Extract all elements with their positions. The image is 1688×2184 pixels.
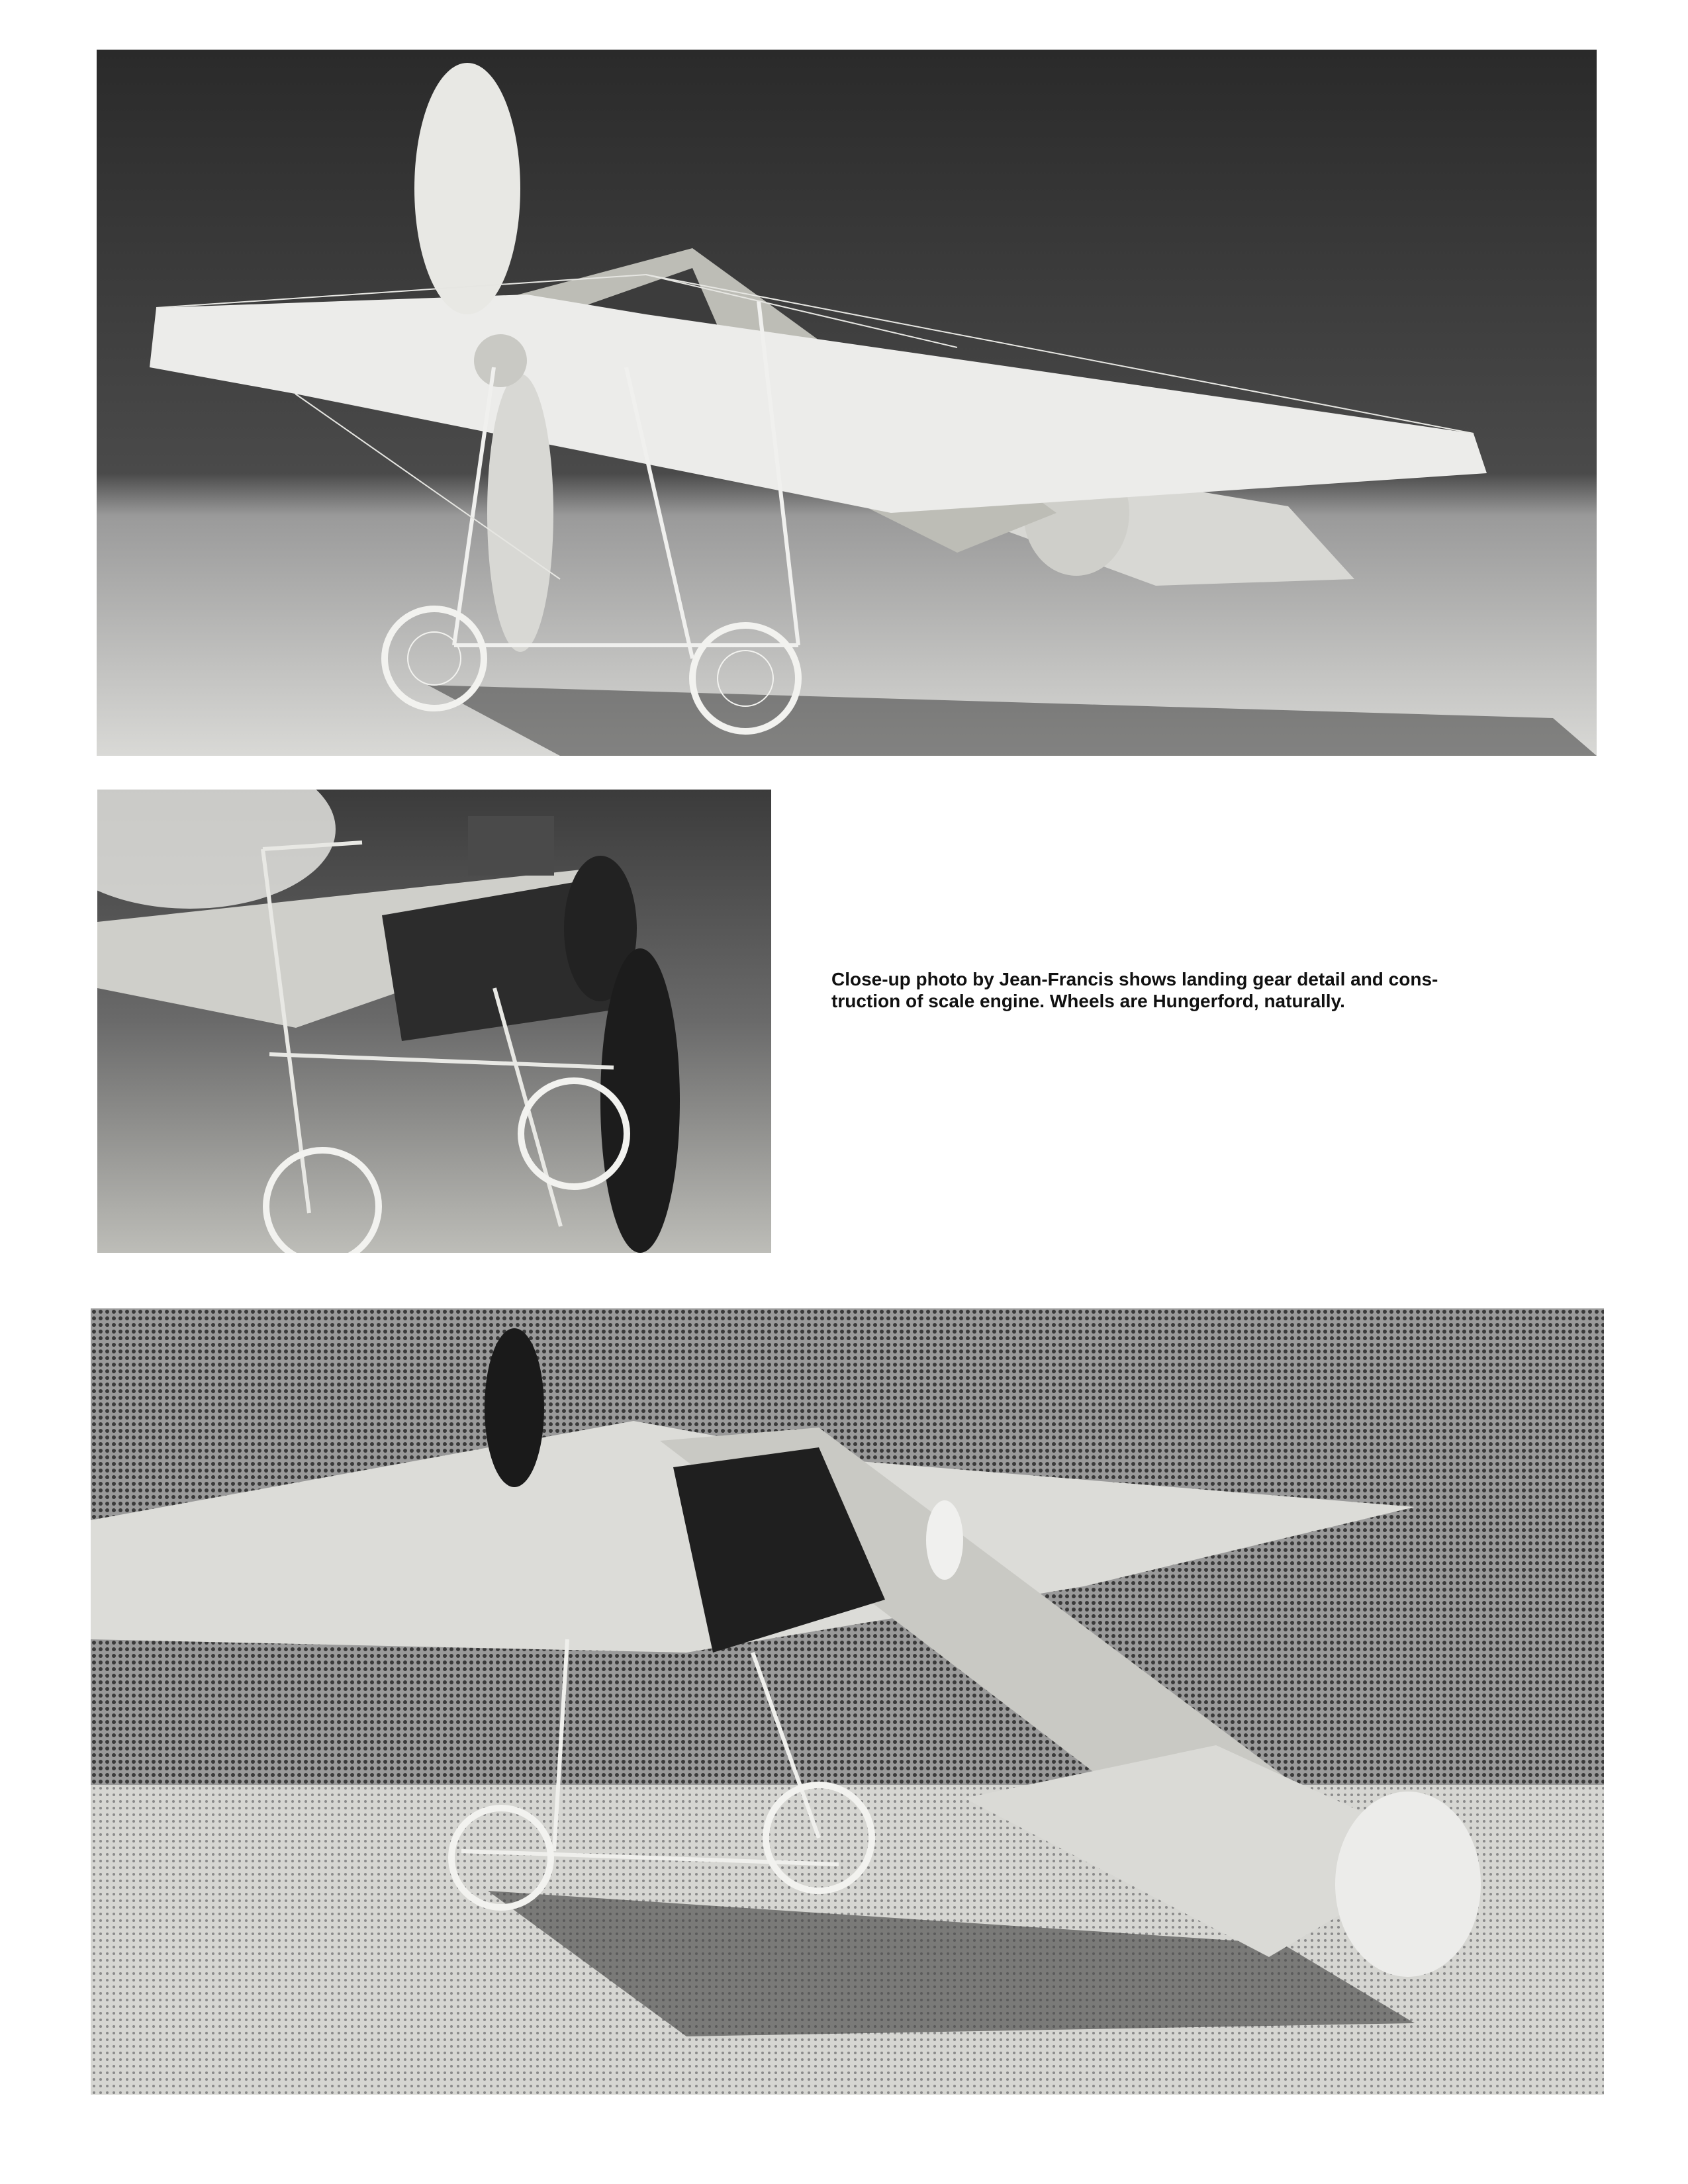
- monoplane-front-illustration: [97, 50, 1597, 756]
- caption-line-1: Close-up photo by Jean-Francis shows landing gear detail and cons-: [831, 969, 1438, 989]
- photo-bottom-monoplane: [91, 1308, 1604, 2095]
- landing-gear-illustration: [97, 790, 771, 1253]
- photo-caption: [831, 968, 1520, 1012]
- photo-top-monoplane: [97, 50, 1597, 756]
- caption-line-2: truction of scale engine. Wheels are Hungerford, naturally.: [831, 991, 1345, 1011]
- monoplane-rear-illustration: [91, 1308, 1604, 2095]
- photo-landing-gear-closeup: [97, 790, 771, 1253]
